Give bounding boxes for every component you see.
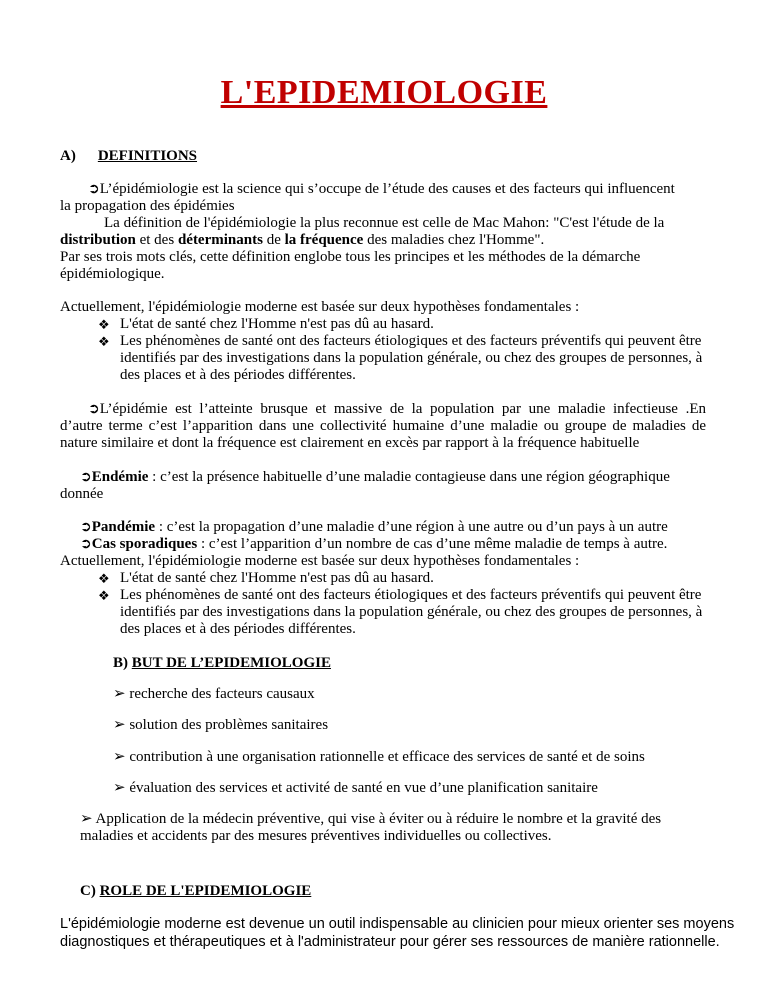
section-title: BUT DE L’EPIDEMIOLOGIE xyxy=(131,655,331,671)
section-a-heading xyxy=(60,148,197,165)
paragraph-line xyxy=(80,469,670,486)
paragraph-line xyxy=(80,519,668,536)
list-item: L'état de santé chez l'Homme n'est pas dû au hasard. xyxy=(120,570,434,586)
section-number: C) xyxy=(80,883,100,899)
paragraph-line xyxy=(80,536,667,553)
list-item xyxy=(113,749,645,766)
page-title: L'EPIDEMIOLOGIE xyxy=(220,74,548,111)
diamond-bullet-icon: ❖ xyxy=(98,588,110,603)
arrow-icon: ➲ xyxy=(88,182,100,197)
arrow-icon: ➲ xyxy=(80,537,92,552)
paragraph-line: Actuellement, l'épidémiologie moderne est basée sur deux hypothèses fondamentales : xyxy=(60,299,580,315)
paragraph-line xyxy=(60,232,544,249)
diamond-bullet-icon: ❖ xyxy=(98,317,110,332)
text: contribution à une organisation rationnelle et efficace des services de santé et de soins xyxy=(129,749,645,765)
paragraph-line: Par ses trois mots clés, cette définition englobe tous les principes et les méthodes de la démarche xyxy=(60,249,641,265)
list-item: des places et à des périodes différentes. xyxy=(120,367,356,383)
diamond-bullet-icon: ❖ xyxy=(98,571,110,586)
paragraph-line xyxy=(88,181,675,198)
text: L’épidémie est l’atteinte brusque et massive de la population par une maladie infectieuse .En xyxy=(99,401,706,417)
bold-term: Pandémie xyxy=(91,519,156,535)
pointer-bullet-icon: ➢ xyxy=(113,717,126,733)
list-item: maladies et accidents par des mesures préventives individuelles ou collectives. xyxy=(80,828,552,844)
bold-term: Endémie xyxy=(91,469,149,485)
pointer-bullet-icon: ➢ xyxy=(113,749,126,765)
text: des maladies chez l'Homme". xyxy=(363,232,545,248)
paragraph-line: nature similaire et dont la fréquence est clairement en excès par rapport à la fréquence habituelle xyxy=(60,435,640,451)
section-number: B) xyxy=(113,655,132,671)
text: solution des problèmes sanitaires xyxy=(129,717,329,733)
list-item: des places et à des périodes différentes. xyxy=(120,621,356,637)
section-title: DEFINITIONS xyxy=(97,148,198,164)
arrow-icon: ➲ xyxy=(80,470,92,485)
section-b-heading xyxy=(113,655,331,672)
paragraph-line: L'épidémiologie moderne est devenue un outil indispensable au clinicien pour mieux orienter ses moyens xyxy=(60,916,735,932)
section-number: A) xyxy=(60,148,76,164)
arrow-icon: ➲ xyxy=(88,402,100,417)
list-item xyxy=(113,717,328,734)
paragraph-line: diagnostiques et thérapeutiques et à l'administrateur pour gérer ses ressources de manière rationnelle. xyxy=(60,934,720,950)
list-item: L'état de santé chez l'Homme n'est pas dû au hasard. xyxy=(120,316,434,332)
paragraph-line: donnée xyxy=(60,486,104,502)
paragraph-line: d’autre terme c’est l’apparition dans une collectivité humaine d’une maladie ou groupe de maladies de xyxy=(60,418,706,434)
text: L’épidémiologie est la science qui s’occupe de l’étude des causes et des facteurs qui influencent xyxy=(99,181,675,197)
text: : c’est l’apparition d’un nombre de cas d’une même maladie de temps à autre. xyxy=(197,536,668,552)
pointer-bullet-icon: ➢ xyxy=(113,780,126,796)
bold-term: la fréquence xyxy=(284,232,364,248)
text: : c’est la propagation d’une maladie d’une région à une autre ou d’un pays à un autre xyxy=(155,519,668,535)
list-item: Les phénomènes de santé ont des facteurs étiologiques et des facteurs préventifs qui peuvent être xyxy=(120,333,702,349)
bold-term: déterminants xyxy=(177,232,263,248)
text: : c’est la présence habituelle d’une maladie contagieuse dans une région géographique xyxy=(148,469,670,485)
section-c-heading xyxy=(80,883,311,900)
text: Application de la médecin préventive, qui vise à éviter ou à réduire le nombre et la gravité des xyxy=(95,811,662,827)
paragraph-line xyxy=(88,401,706,418)
section-title: ROLE DE L'EPIDEMIOLOGIE xyxy=(99,883,312,899)
paragraph-line: épidémiologique. xyxy=(60,266,165,282)
list-item xyxy=(80,811,661,828)
paragraph-line: La définition de l'épidémiologie la plus reconnue est celle de Mac Mahon: "C'est l'étude de la xyxy=(104,215,665,231)
bold-term: Cas sporadiques xyxy=(91,536,198,552)
bold-term: distribution xyxy=(60,232,136,248)
list-item: Les phénomènes de santé ont des facteurs étiologiques et des facteurs préventifs qui peuvent être xyxy=(120,587,702,603)
list-item xyxy=(113,780,598,797)
list-item xyxy=(113,686,315,703)
diamond-bullet-icon: ❖ xyxy=(98,334,110,349)
text: de xyxy=(262,232,285,248)
pointer-bullet-icon: ➢ xyxy=(80,811,93,827)
list-item: identifiés par des investigations dans la population générale, ou chez des groupes de personnes, à xyxy=(120,350,703,366)
text: évaluation des services et activité de santé en vue d’une planification sanitaire xyxy=(129,780,598,796)
list-item: identifiés par des investigations dans la population générale, ou chez des groupes de personnes, à xyxy=(120,604,703,620)
pointer-bullet-icon: ➢ xyxy=(113,686,126,702)
arrow-icon: ➲ xyxy=(80,520,92,535)
paragraph-line: Actuellement, l'épidémiologie moderne est basée sur deux hypothèses fondamentales : xyxy=(60,553,580,569)
paragraph-line: la propagation des épidémies xyxy=(60,198,235,214)
text: et des xyxy=(135,232,178,248)
text: recherche des facteurs causaux xyxy=(129,686,315,702)
